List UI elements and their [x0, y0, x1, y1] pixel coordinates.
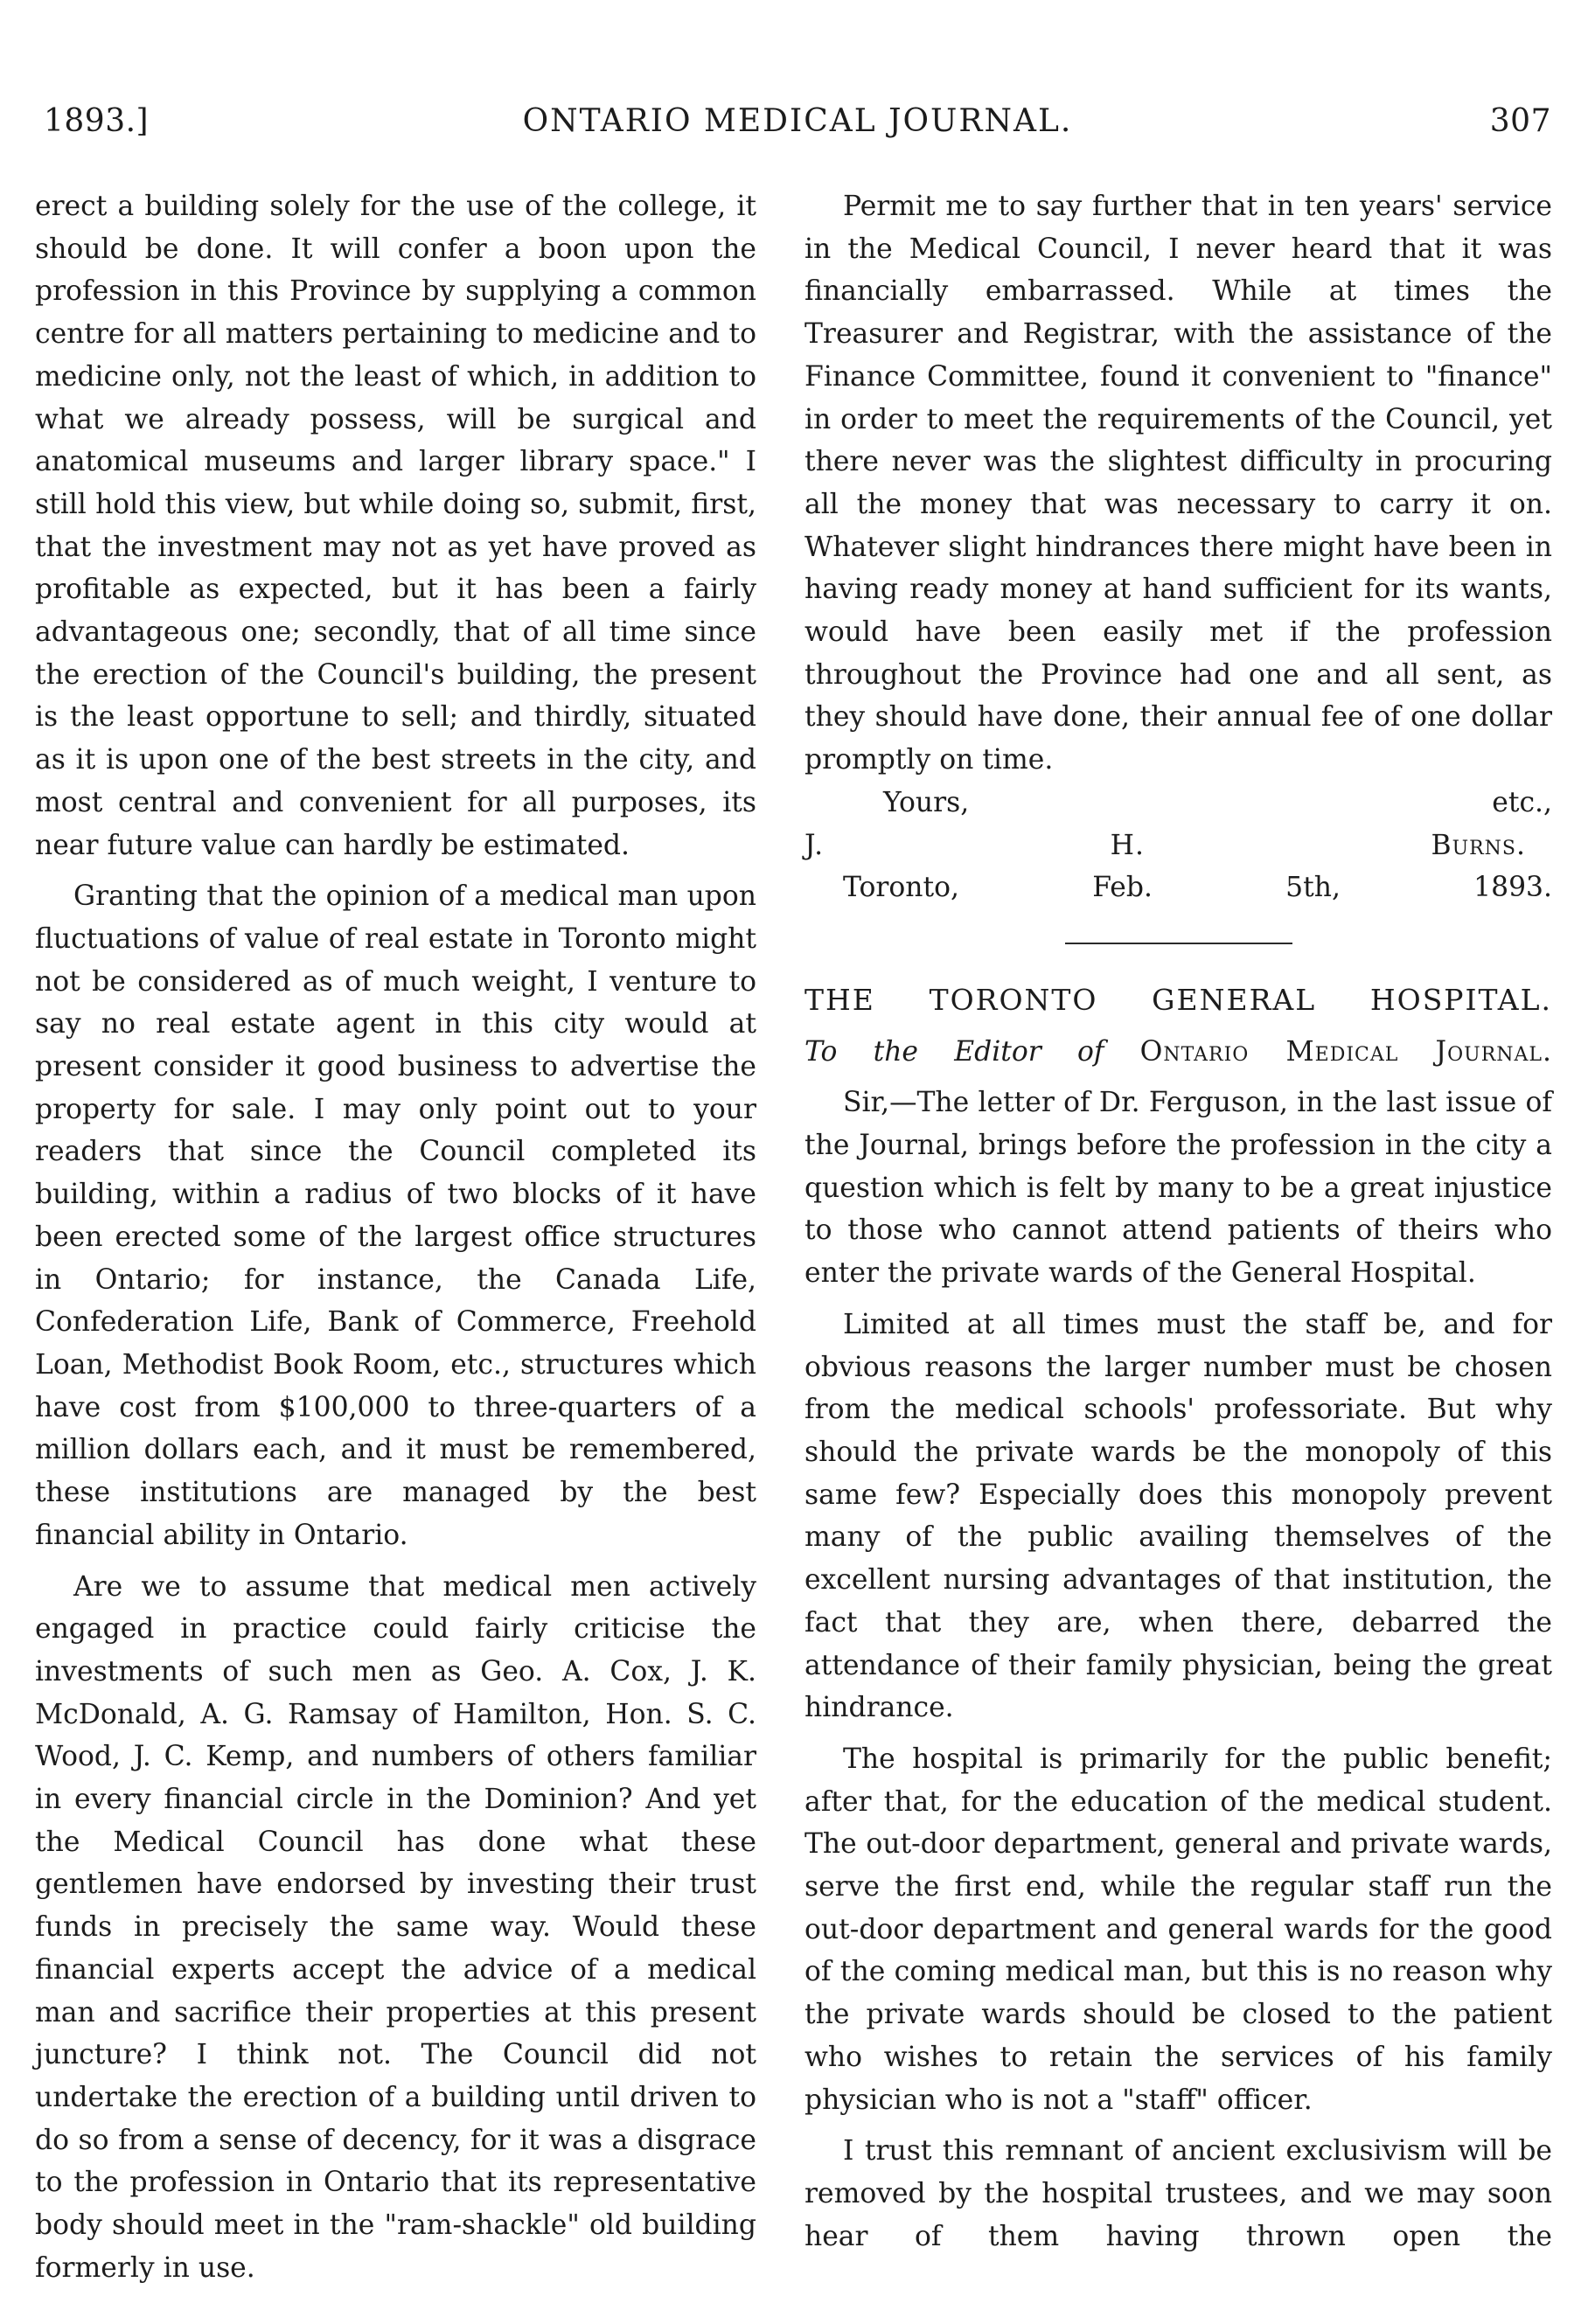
- left-column: [35, 185, 756, 2289]
- right-paragraph-3: Limited at all times must the staff be, and for obvious reasons the larger number must be chosen from the medical schools' professoriate. But why should the private wards be the monopoly of this same few? Especially does this monopoly prevent many of the public availing themselves of the excellent nursing advantages of that institution, the fact that they are, when there, debarred the attendance of their family physician, being the great hindrance.: [804, 1308, 1552, 1724]
- left-paragraph-1: erect a building solely for the use of the college, it should be done. It will confer a boon upon the profession in this Province by supplying a common centre for all matters pertaining to medicine and to medicine only, not the least of which, in addition to what we already possess, will be surgical and anatomical museums and larger library space." I still hold this view, but while doing so, submit, first, that the investment may not as yet have proved as profitable as expected, but it has been a fairly advantageous one; secondly, that of all time since the erection of the Council's building, the present is the least opportune to sell; and thirdly, situated as it is upon one of the best streets in the city, and most central and convenient for all purposes, its near future value can hardly be estimated.: [35, 191, 756, 861]
- to-editor-line: [804, 1031, 1552, 1074]
- left-paragraph-2: Granting that the opinion of a medical man upon fluctuations of value of real estate in Toronto might not be considered as of much weight, I venture to say no real estate agent in this city would at present consider it good business to advertise the property for sale. I may only point out to your readers that since the Council completed its building, within a radius of two blocks of it have been erected some of the largest office structures in Ontario; for instance, the Canada Life, Confederation Life, Bank of Commerce, Freehold Loan, Methodist Book Room, etc., structures which have cost from $100,000 to three-quarters of a million dollars each, and it must be remembered, these institutions are managed by the best financial ability in Ontario.: [35, 880, 756, 1551]
- signature-name: J. H. Burns.: [804, 829, 1526, 861]
- right-column: [804, 185, 1552, 2258]
- to-editor-prefix: To the Editor of: [804, 1035, 1104, 1068]
- journal-title: ONTARIO MEDICAL JOURNAL.: [522, 103, 1073, 139]
- letter-place-date: Toronto, Feb. 5th, 1893.: [843, 872, 1552, 904]
- section-heading: THE TORONTO GENERAL HOSPITAL.: [804, 982, 1552, 1017]
- left-paragraph-3: Are we to assume that medical men actively engaged in practice could fairly criticise the investments of such men as Geo. A. Cox, J. K. McDonald, A. G. Ramsay of Hamilton, Hon. S. C. Wood, J. C. Kemp, and numbers of others familiar in every financial circle in the Dominion? And yet the Medical Council has done what these gentlemen have endorsed by investing their trust funds in precisely the same way. Would these financial experts accept the advice of a medical man and sacrifice their properties at this present juncture? I think not. The Council did not undertake the erection of a building until driven to do so from a sense of decency, for it was a disgrace to the profession in Ontario that its representative body should meet in the "ram-shackle" old building formerly in use.: [35, 1570, 756, 2284]
- right-paragraph-1: Permit me to say further that in ten years' service in the Medical Council, I never heard that it was financially embarrassed. While at times the Treasurer and Registrar, with the assistance of the Finance Committee, found it convenient to "finance" in order to meet the requirements of the Council, yet there never was the slightest difficulty in procuring all the money that was necessary to carry it on. Whatever slight hindrances there might have been in having ready money at hand sufficient for its wants, would have been easily met if the profession throughout the Province had one and all sent, as they should have done, their annual fee of one dollar promptly on time.: [804, 191, 1552, 776]
- right-paragraph-5: I trust this remnant of ancient exclusivism will be removed by the hospital trustees, and we may soon hear of them having thrown open the: [804, 2135, 1552, 2252]
- to-editor-journal: Ontario Medical Journal.: [1139, 1035, 1553, 1068]
- section-divider: [1065, 943, 1292, 944]
- header-year: 1893.]: [44, 103, 150, 139]
- page-number: 307: [1489, 103, 1551, 139]
- right-paragraph-2: Sir,—The letter of Dr. Ferguson, in the last issue of the Journal, brings before the profession in the city a question which is felt by many to be a great injustice to those who cannot attend patients of theirs who enter the private wards of the General Hospital.: [804, 1087, 1552, 1290]
- letter-closing: Yours, etc.,: [883, 786, 1552, 818]
- running-head: [44, 103, 1551, 156]
- letter-signature: [804, 825, 1552, 867]
- right-paragraph-4: The hospital is primarily for the public benefit; after that, for the education of the medical student. The out-door department, general and private wards, serve the first end, while the regular staff run the out-door department and general wards for the good of the coming medical man, but this is no reason why the private wards should be closed to the patient who wishes to retain the services of his family physician who is not a "staff" officer.: [804, 1743, 1552, 2116]
